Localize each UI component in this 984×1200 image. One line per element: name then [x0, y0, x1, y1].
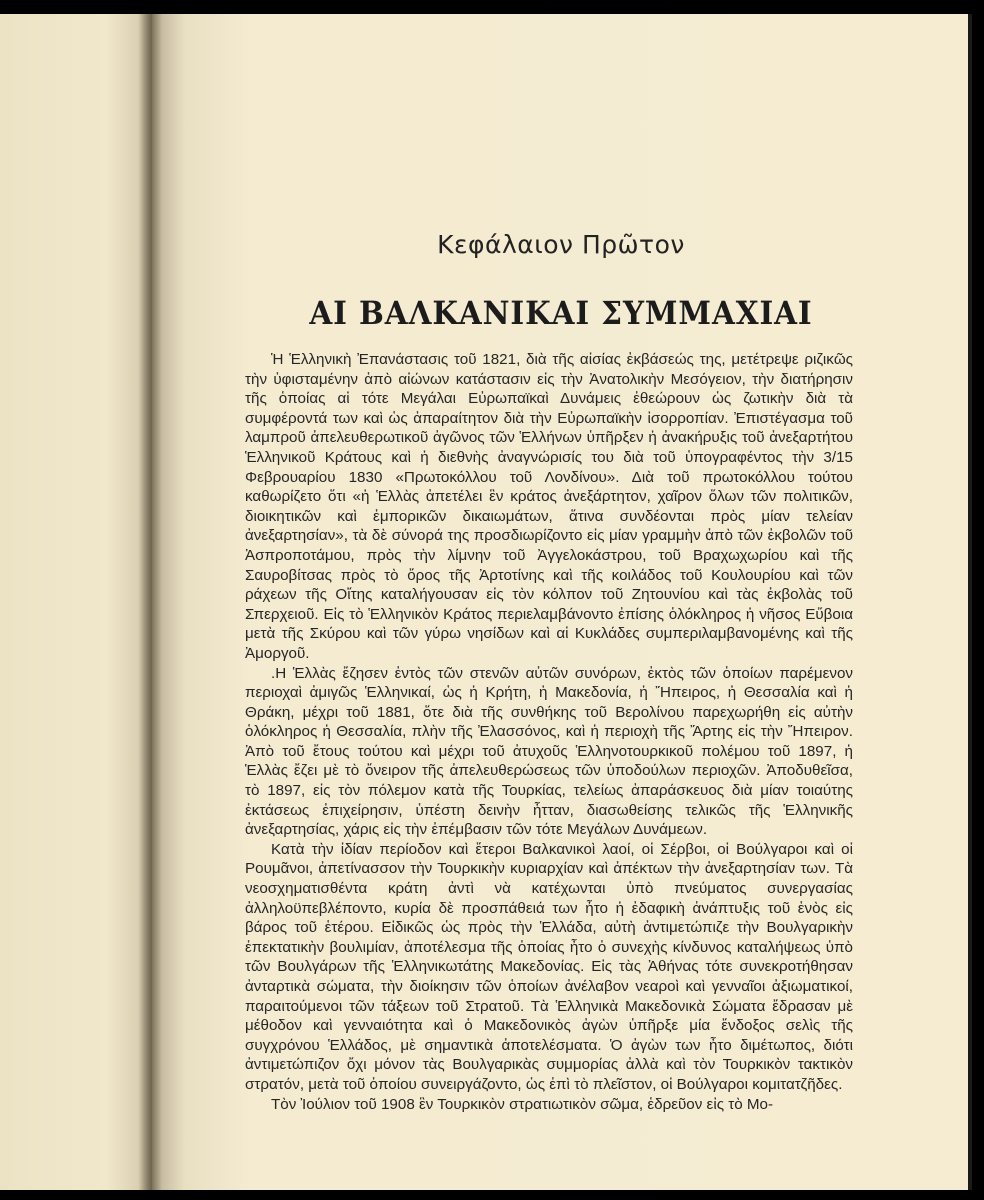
spine-shadow — [138, 14, 162, 1190]
paragraph-2: .Η Ἑλλὰς ἔζησεν ἐντὸς τῶν στενῶν αὐτῶν συνόρων, ἐκτὸς τῶν ὁποίων παρέμενον περιοχαὶ ἀμιγῶς Ἑλληνικαί, ὡς ἡ Κρήτη, ἡ Μακεδονία, ἡ Ἤπειρος, ἡ Θεσσαλία καὶ ἡ Θράκη, μέχρι τοῦ 1881, ὅτε διὰ τῆς συνθήκης τοῦ Βερολίνου παρεχωρήθη εἰς αὐτὴν ὁλόκληρος ἡ Θεσσαλία, πλὴν τῆς Ἐλασσόνος, καὶ ἡ περιοχὴ τῆς Ἄρτης εἰς τὴν Ἤπειρον. Ἀπὸ τοῦ ἔτους τούτου καὶ μέχρι τοῦ ἀτυχοῦς Ἑλληνοτουρκικοῦ πολέμου τοῦ 1897, ἡ Ἑλλὰς ἔζει μὲ τὸ ὄνειρον τῆς ἀπελευθερώσεως τῶν ὑποδούλων περιοχῶν. Ἀποδυθεῖσα, τὸ 1897, εἰς τὸν πόλεμον κατὰ τῆς Τουρκίας, τελείως ἀπαράσκευος διὰ μίαν τοιαύτης ἐκτάσεως ἐπιχείρησιν, ὑπέστη δεινὴν ἧτταν, διασωθείσης τελικῶς τῆς Ἑλληνικῆς ἀνεξαρτησίας, χάρις εἰς τὴν ἐπέμβασιν τῶν τότε Μεγάλων Δυνάμεων. — [245, 664, 853, 839]
page-border — [968, 14, 972, 1190]
body-text — [245, 350, 853, 1114]
paragraph-3: Κατὰ τὴν ἰδίαν περίοδον καὶ ἕτεροι Βαλκανικοὶ λαοί, οἱ Σέρβοι, οἱ Βούλγαροι καὶ οἱ Ρουμᾶνοι, ἀπετίνασσον τὴν Τουρκικὴν κυριαρχίαν καὶ ἀπέκτων τὴν ἀνεξαρτησίαν των. Τὰ νεοσχηματισθέντα κράτη ἀντὶ νὰ κατέχωνται ὑπὸ πνεύματος συνεργασίας ἀλληλοϋπεβλέποντο, κυρία δὲ προσπάθειά των ἦτο ἡ ἐδαφικὴ ἀνάπτυξις τοῦ ἑνὸς εἰς βάρος τοῦ ἑτέρου. Εἰδικῶς ὡς πρὸς τὴν Ἑλλάδα, αὐτὴ ἀντιμετώπιζε τὴν Βουλγαρικὴν ἐπεκτατικὴν βουλιμίαν, ἀποτέλεσμα τῆς ὁποίας ἦτο ὁ συνεχὴς κίνδυνος καταλήψεως ὑπὸ τῶν Βουλγάρων τῆς Ἑλληνικωτάτης Μακεδονίας. Εἰς τὰς Ἀθήνας τότε συνεκροτήθησαν ἀνταρτικὰ σώματα, τὴν διοίκησιν τῶν ὁποίων ἀνέλαβον νεαροὶ καὶ γενναῖοι ἀξιωματικοί, παραιτούμενοι τῶν τάξεων τοῦ Στρατοῦ. Τὰ Ἑλληνικὰ Μακεδονικὰ Σώματα ἔδρασαν μὲ μέθοδον καὶ γενναιότητα καὶ ὁ Μακεδονικὸς ἀγὼν ὑπῆρξε μία ἔνδοξος σελὶς τῆς συγχρόνου Ἑλλάδος, μὲ σημαντικὰ ἀποτελέσματα. Ὁ ἀγὼν των ἦτο διμέτωπος, διότι ἀντιμετώπιζον ὄχι μόνον τὰς Βουλγαρικὰς συμμορίας ἀλλὰ καὶ τὸν Τουρκικὸν τακτικὸν στρατόν, μετὰ τοῦ ὁποίου συνειργάζοντο, ὡς ἐπὶ τὸ πλεῖστον, οἱ Βούλγαροι κομιτατζῆδες. — [245, 840, 853, 1093]
facing-page-edge — [0, 14, 152, 1190]
paragraph-4: Τὸν Ἰούλιον τοῦ 1908 ἓν Τουρκικὸν στρατιωτικὸν σῶμα, ἑδρεῦον εἰς τὸ Μο- — [271, 1095, 774, 1113]
paragraph-1: Ἡ Ἑλληνικὴ Ἐπανάστασις τοῦ 1821, διὰ τῆς αἰσίας ἐκβάσεώς της, μετέτρεψε ριζικῶς τὴν ὑφισταμένην ἀπὸ αἰώνων κατάστασιν εἰς τὴν Ἀνατολικὴν Μεσόγειον, τὴν διατήρησιν τῆς ὁποίας αἱ τότε Μεγάλαι Εὐρωπαϊκαὶ Δυνάμεις ἐθεώρουν ὡς ζωτικὴν διὰ τὰ συμφέροντά των καὶ ὡς ἀπαραίτητον διὰ τὴν Εὐρωπαϊκὴν ἰσορροπίαν. Ἐπιστέγασμα τοῦ λαμπροῦ ἀπελευθερωτικοῦ ἀγῶνος τῶν Ἑλλήνων ὑπῆρξεν ἡ ἀνακήρυξις τοῦ ἀνεξαρτήτου Ἑλληνικοῦ Κράτους καὶ ἡ διεθνὴς ἀναγνώρισίς του διὰ τοῦ ὑπογραφέντος τὴν 3/15 Φεβρουαρίου 1830 «Πρωτοκόλλου τοῦ Λονδίνου». Διὰ τοῦ πρωτοκόλλου τούτου καθωρίζετο ὅτι «ἡ Ἑλλὰς ἀπετέλει ἓν κράτος ἀνεξάρτητον, χαῖρον ὅλων τῶν πολιτικῶν, διοικητικῶν καὶ ἐμπορικῶν δικαιωμάτων, ἅτινα συνδέονται πρὸς μίαν τελείαν ἀνεξαρτησίαν», τὰ δὲ σύνορά της προσδιωρίζοντο εἰς μίαν γραμμὴν ἀπὸ τῶν ἐκβολῶν τοῦ Ἀσπροποτάμου, πρὸς τὴν λίμνην τοῦ Ἀγγελοκάστρου, τοῦ Βραχωχωρίου καὶ τῆς Σαυροβίτσας πρὸς τὸ ὄρος τῆς Ἀρτοτίνης καὶ τῆς κοιλάδος τοῦ Κουλουρίου καὶ τῶν ράχεων τῆς Οἴτης καταλήγουσαν εἰς τὸν κόλπον τοῦ Ζητουνίου καὶ τὰς ἐκβολὰς τοῦ Σπερχειοῦ. Εἰς τὸ Ἑλληνικὸν Κράτος περιελαμβάνοντο ἐπίσης ὁλόκληρος ἡ νῆσος Εὔβοια μετὰ τῆς Σκύρου καὶ τῶν γύρω νησίδων καὶ αἱ Κυκλάδες συμπεριλαμβανομένης καὶ τῆς Ἀμοργοῦ. — [245, 351, 853, 662]
chapter-heading: Κεφάλαιον Πρῶτον — [437, 230, 685, 259]
chapter-title: ΑΙ ΒΑΛΚΑΝΙΚΑΙ ΣΥΜΜΑΧΙΑΙ — [309, 294, 813, 332]
